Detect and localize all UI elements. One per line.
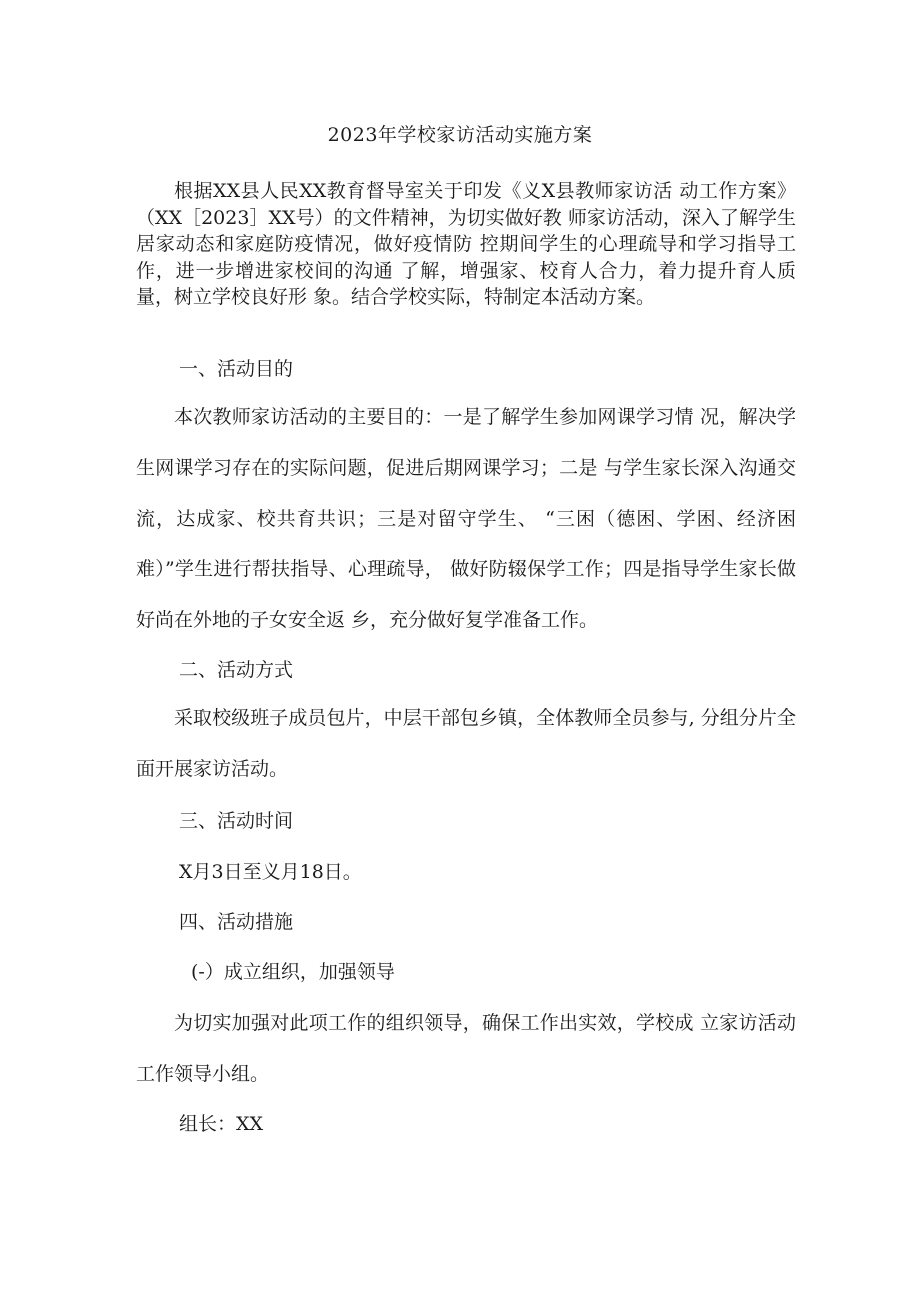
leader-line: 组长：XX: [179, 1113, 264, 1135]
section-heading-measures: 四、活动措施: [179, 911, 294, 933]
measures-subheading: (-）成立组织，加强领导: [191, 961, 395, 983]
intro-paragraph: 根据XX县人民XX教育督导室关于印发《义X县教师家访活 动工作方案》（XX［2023］XX号）的文件精神，为切实做好教 师家访活动，深入了解学生居家动态和家庭防疫情况，做好疫情防 控期间学生的心理疏导和学习指导工作，进一步增进家校间的沟通 了解，增强家、校育人合力，着力提升育人质量，树立学校良好形 象。结合学校实际，特制定本活动方案。: [136, 180, 796, 308]
section-heading-method: 二、活动方式: [179, 659, 294, 681]
measures-paragraph: 为切实加强对此项工作的组织领导，确保工作出实效，学校成 立家访活动工作领导小组。: [136, 1012, 796, 1085]
section-heading-purpose: 一、活动目的: [179, 358, 294, 380]
method-paragraph: 采取校级班子成员包片，中层干部包乡镇，全体教师全员参与, 分组分片全面开展家访活动。: [136, 707, 796, 780]
purpose-paragraph: 本次教师家访活动的主要目的：一是了解学生参加网课学习情 况，解决学生网课学习存在的实际问题，促进后期网课学习；二是 与学生家长深入沟通交流，达成家、校共育共识；三是对留守学生、 “三困（德困、学困、经济困难）”学生进行帮扶指导、心理疏导， 做好防辍保学工作；四是指导学生家长做好尚在外地的子女安全返 乡，充分做好复学准备工作。: [136, 406, 796, 632]
section-heading-time: 三、活动时间: [179, 810, 294, 832]
document-title: 2023年学校家访活动实施方案: [327, 124, 593, 146]
time-paragraph: X月3日至义月18日。: [179, 861, 362, 883]
